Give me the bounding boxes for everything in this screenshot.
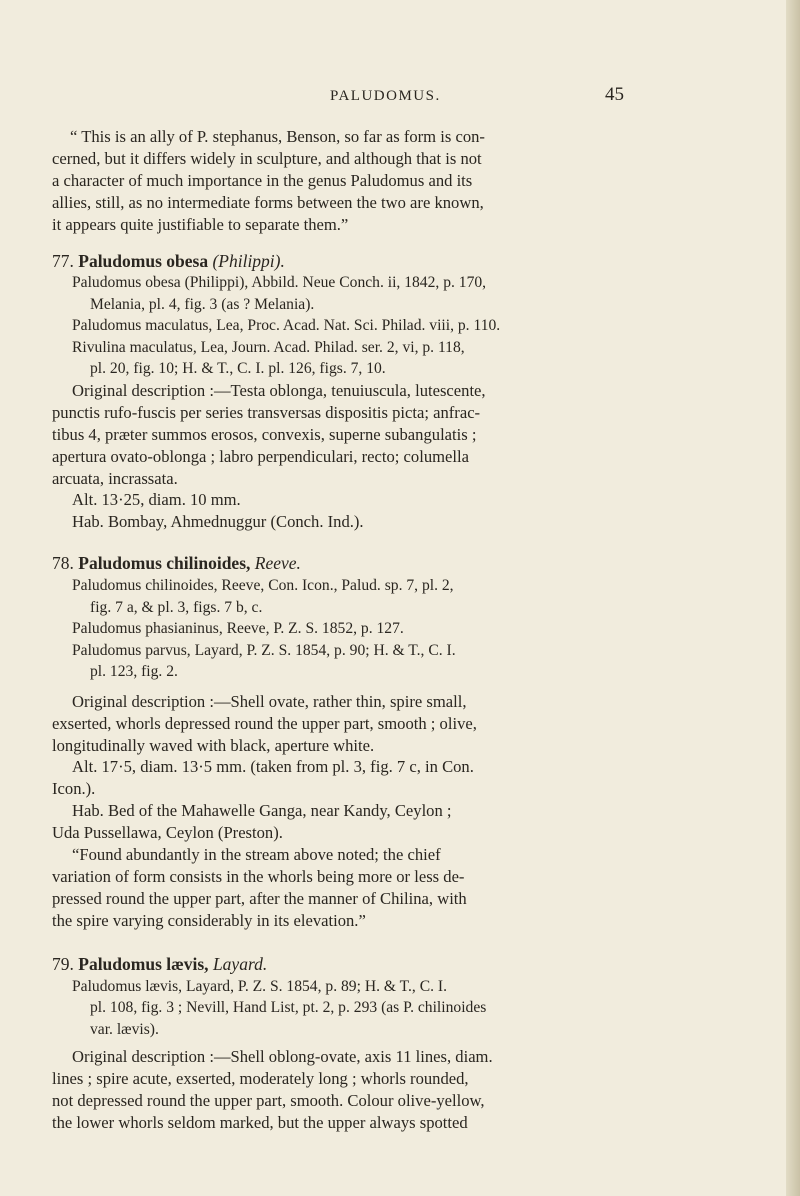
species-heading-79 [52, 954, 772, 976]
description-line: tibus 4, præter summos erosos, convexis, superne subangulatis ; [52, 424, 477, 444]
description-line: variation of form consists in the whorls being more or less de- [52, 866, 465, 886]
description-line: longitudinally waved with black, aperture white. [52, 735, 375, 755]
description-line: pressed round the upper part, after the manner of Chilina, with [52, 888, 467, 908]
synonym-line: Paludomus phasianinus, Reeve, P. Z. S. 1852, p. 127. [72, 620, 404, 638]
page-body [52, 126, 772, 1134]
species-author: Reeve. [254, 553, 301, 574]
synonymy-77 [52, 272, 772, 380]
species-heading-77 [52, 251, 772, 273]
description-77 [52, 380, 772, 533]
dimensions: Alt. 13·25, diam. 10 mm. [72, 490, 241, 510]
species-name: Paludomus lævis, [78, 953, 209, 974]
species-heading-78 [52, 553, 772, 575]
description-line: Uda Pussellawa, Ceylon (Preston). [52, 823, 283, 843]
species-name: Paludomus chilinoides, [78, 553, 251, 574]
description-78 [52, 691, 772, 932]
intro-quote [52, 126, 772, 236]
synonym-line: Paludomus maculatus, Lea, Proc. Acad. Nat. Sci. Philad. viii, p. 110. [72, 317, 501, 335]
synonym-line: var. lævis). [90, 1020, 159, 1038]
description-line: “Found abundantly in the stream above noted; the chief [72, 845, 441, 865]
species-author: Layard. [212, 953, 268, 974]
description-line: Original description :—Shell ovate, rather thin, spire small, [72, 691, 467, 711]
synonym-line: Paludomus lævis, Layard, P. Z. S. 1854, p. 89; H. & T., C. I. [72, 977, 447, 995]
description-line: apertura ovato-oblonga ; labro perpendiculari, recto; columella [52, 446, 469, 466]
species-number: 77. [52, 250, 74, 271]
synonym-line: pl. 123, fig. 2. [90, 663, 178, 681]
synonymy-79 [52, 976, 772, 1041]
description-line: Icon.). [52, 779, 96, 799]
synonym-line: Rivulina maculatus, Lea, Journ. Acad. Philad. ser. 2, vi, p. 118, [72, 338, 465, 356]
quote-line: it appears quite justifiable to separate them.” [52, 214, 349, 234]
description-line: arcuata, incrassata. [52, 468, 178, 488]
description-line: punctis rufo-fuscis per series transversas dispositis picta; anfrac- [52, 402, 481, 422]
species-name: Paludomus obesa [78, 250, 209, 271]
habitat: Hab. Bombay, Ahmednuggur (Conch. Ind.). [72, 512, 364, 532]
running-head: PALUDOMUS. [330, 88, 441, 104]
page-number: 45 [605, 84, 624, 105]
species-number: 79. [52, 953, 74, 974]
species-number: 78. [52, 553, 74, 574]
description-line: Original description :—Shell oblong-ovate, axis 11 lines, diam. [72, 1047, 493, 1067]
dimensions: Alt. 17·5, diam. 13·5 mm. (taken from pl. 3, fig. 7 c, in Con. [72, 757, 474, 777]
synonymy-78 [52, 575, 772, 683]
synonym-line: Paludomus obesa (Philippi), Abbild. Neue Conch. ii, 1842, p. 170, [72, 274, 487, 292]
description-line: not depressed round the upper part, smooth. Colour olive-yellow, [52, 1090, 485, 1110]
synonym-line: fig. 7 a, & pl. 3, figs. 7 b, c. [90, 598, 263, 616]
description-79 [52, 1046, 772, 1134]
quote-line: “ This is an ally of P. stephanus, Benson, so far as form is con- [70, 127, 485, 146]
habitat: Hab. Bed of the Mahawelle Ganga, near Kandy, Ceylon ; [72, 801, 452, 821]
description-line: exserted, whorls depressed round the upper part, smooth ; olive, [52, 713, 477, 733]
quote-line: allies, still, as no intermediate forms between the two are known, [52, 192, 484, 212]
page-edge [786, 0, 800, 1196]
page-header [0, 84, 800, 108]
description-line: lines ; spire acute, exserted, moderately long ; whorls rounded, [52, 1068, 469, 1088]
description-line: the spire varying considerably in its elevation.” [52, 910, 366, 930]
synonym-line: Melania, pl. 4, fig. 3 (as ? Melania). [90, 295, 315, 313]
description-line: the lower whorls seldom marked, but the upper always spotted [52, 1112, 468, 1132]
quote-line: a character of much importance in the genus Paludomus and its [52, 170, 473, 190]
description-line: Original description :—Testa oblonga, tenuiuscula, lutescente, [72, 380, 486, 400]
synonym-line: Paludomus chilinoides, Reeve, Con. Icon., Palud. sp. 7, pl. 2, [72, 577, 454, 595]
synonym-line: pl. 20, fig. 10; H. & T., C. I. pl. 126, figs. 7, 10. [90, 360, 386, 378]
synonym-line: pl. 108, fig. 3 ; Nevill, Hand List, pt. 2, p. 293 (as P. chilinoides [90, 999, 487, 1017]
species-author: (Philippi). [212, 250, 285, 271]
quote-line: cerned, but it differs widely in sculpture, and although that is not [52, 148, 482, 168]
synonym-line: Paludomus parvus, Layard, P. Z. S. 1854, p. 90; H. & T., C. I. [72, 641, 456, 659]
